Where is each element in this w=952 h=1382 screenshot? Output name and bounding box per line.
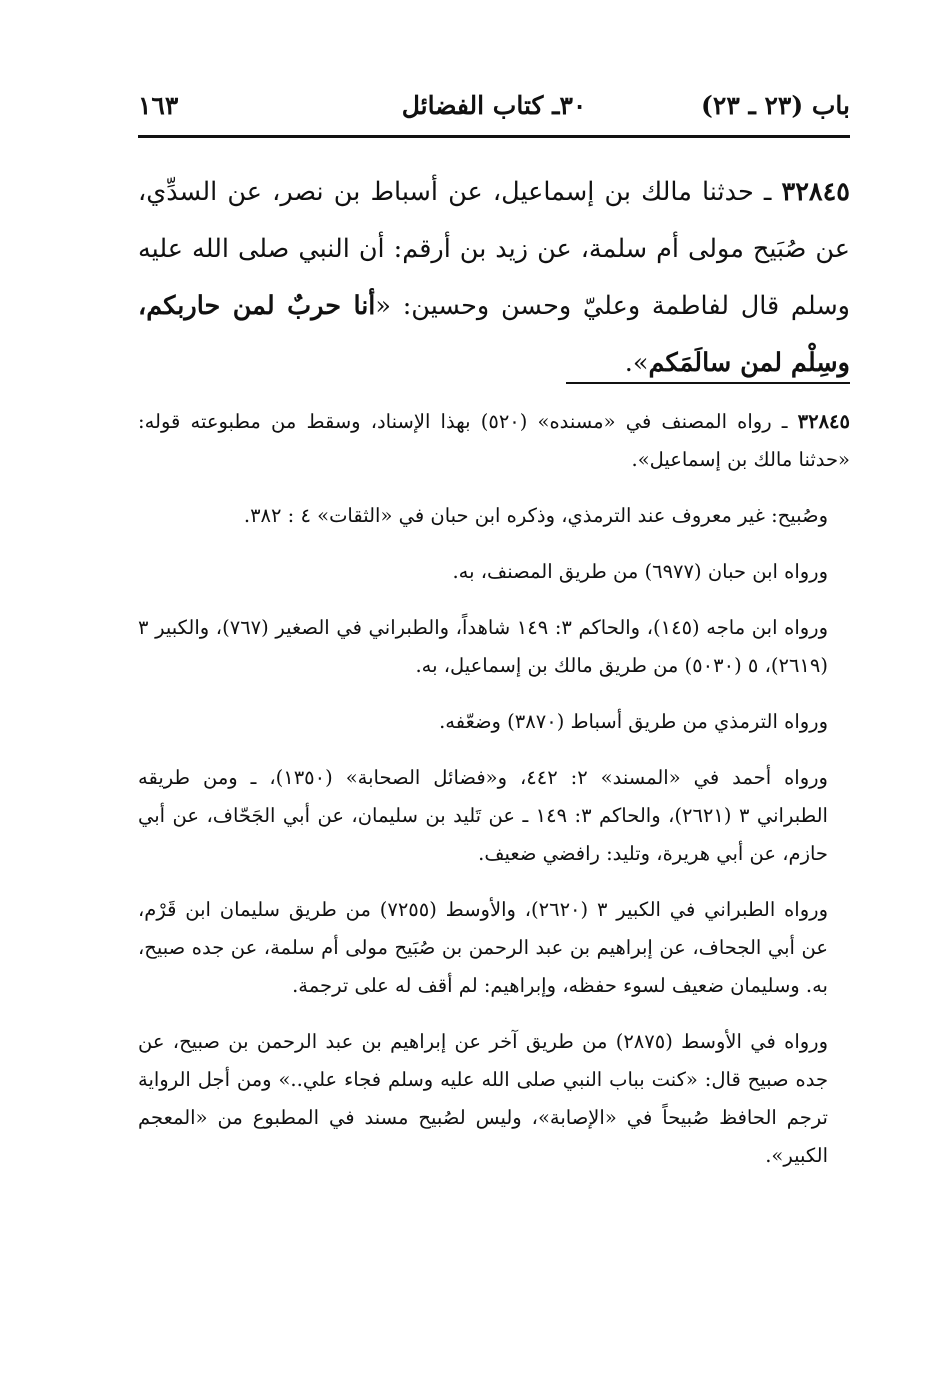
footnotes [138, 403, 850, 1193]
hadith-quote: أنا حربٌ لمن حاربكم، وسِلْم لمن سالَمَكم [138, 291, 850, 378]
hadith-number: ٣٢٨٤٥ [781, 177, 850, 207]
header-section-range: باب (٢٣ ـ ٢٣) [701, 90, 850, 120]
hadith-text [138, 164, 850, 392]
footnote-paragraph: ورواه الطبراني في الكبير ٣ (٢٦٢٠)، والأوسط (٧٢٥٥) من طريق سليمان ابن قَرْم، عن أبي الجحاف، عن إبراهيم بن عبد الرحمن بن صُبَيح مولى أم سلمة، عن جده صبيح، به. وسليمان ضعيف لسوء حفظه، وإبراهيم: لم أقف له على ترجمة. [138, 898, 828, 997]
footnote-text: ـ رواه المصنف في «مسنده» (٥٢٠) بهذا الإسناد، وسقط من مطبوعته قوله: «حدثنا مالك بن إسماعيل». [138, 410, 850, 471]
header-divider [138, 135, 850, 138]
footnote-paragraph: وصُبيح: غير معروف عند الترمذي، وذكره ابن حبان في «الثقات» ٤ : ٣٨٢. [243, 504, 828, 527]
hadith-chain: ـ حدثنا مالك بن إسماعيل، عن أسباط بن نصر، عن السدِّي، عن صُبَيح مولى أم سلمة، عن زيد بن أرقم: أن النبي صلى الله عليه وسلم قال لفاطمة وعليّ وحسن وحسين: « [138, 177, 851, 321]
footnote-paragraph: ورواه ابن حبان (٦٩٧٧) من طريق المصنف، به. [452, 560, 828, 583]
footnote-paragraph: ورواه في الأوسط (٢٨٧٥) من طريق آخر عن إبراهيم بن عبد الرحمن بن صبيح، عن جده صبيح قال: «كنت بباب النبي صلى الله عليه وسلم فجاء علي..» ومن أجل الرواية ترجم الحافظ صُبيحاً في «الإصابة»، وليس لصُبيح مسند في المطبوع من «المعجم الكبير». [138, 1030, 829, 1167]
footnote-paragraph: ورواه أحمد في «المسند» ٢: ٤٤٢، و«فضائل الصحابة» (١٣٥٠)، ـ ومن طريقه الطبراني ٣ (٢٦٢١)، والحاكم ٣: ١٤٩ ـ عن تَليد بن سليمان، عن أبي الجَحّاف، عن أبي حازم، عن أبي هريرة، وتليد: رافضي ضعيف. [138, 766, 828, 865]
header-chapter-title: ٣٠ـ كتاب الفضائل [401, 90, 587, 120]
footnote-number: ٣٢٨٤٥ [797, 410, 850, 433]
footnote-paragraph: ورواه الترمذي من طريق أسباط (٣٨٧٠) وضعّفه. [439, 710, 828, 733]
footnote-paragraph: ورواه ابن ماجه (١٤٥)، والحاكم ٣: ١٤٩ شاهداً، والطبراني في الصغير (٧٦٧)، والكبير ٣ (٢٦١٩)، ٥ (٥٠٣٠) من طريق مالك بن إسماعيل، به. [138, 616, 828, 677]
running-header [138, 84, 850, 126]
page-number: ١٦٣ [138, 90, 179, 120]
hadith-quote-close: ». [624, 348, 649, 378]
footnote-paragraph [138, 403, 850, 479]
footnote-divider [566, 382, 850, 384]
